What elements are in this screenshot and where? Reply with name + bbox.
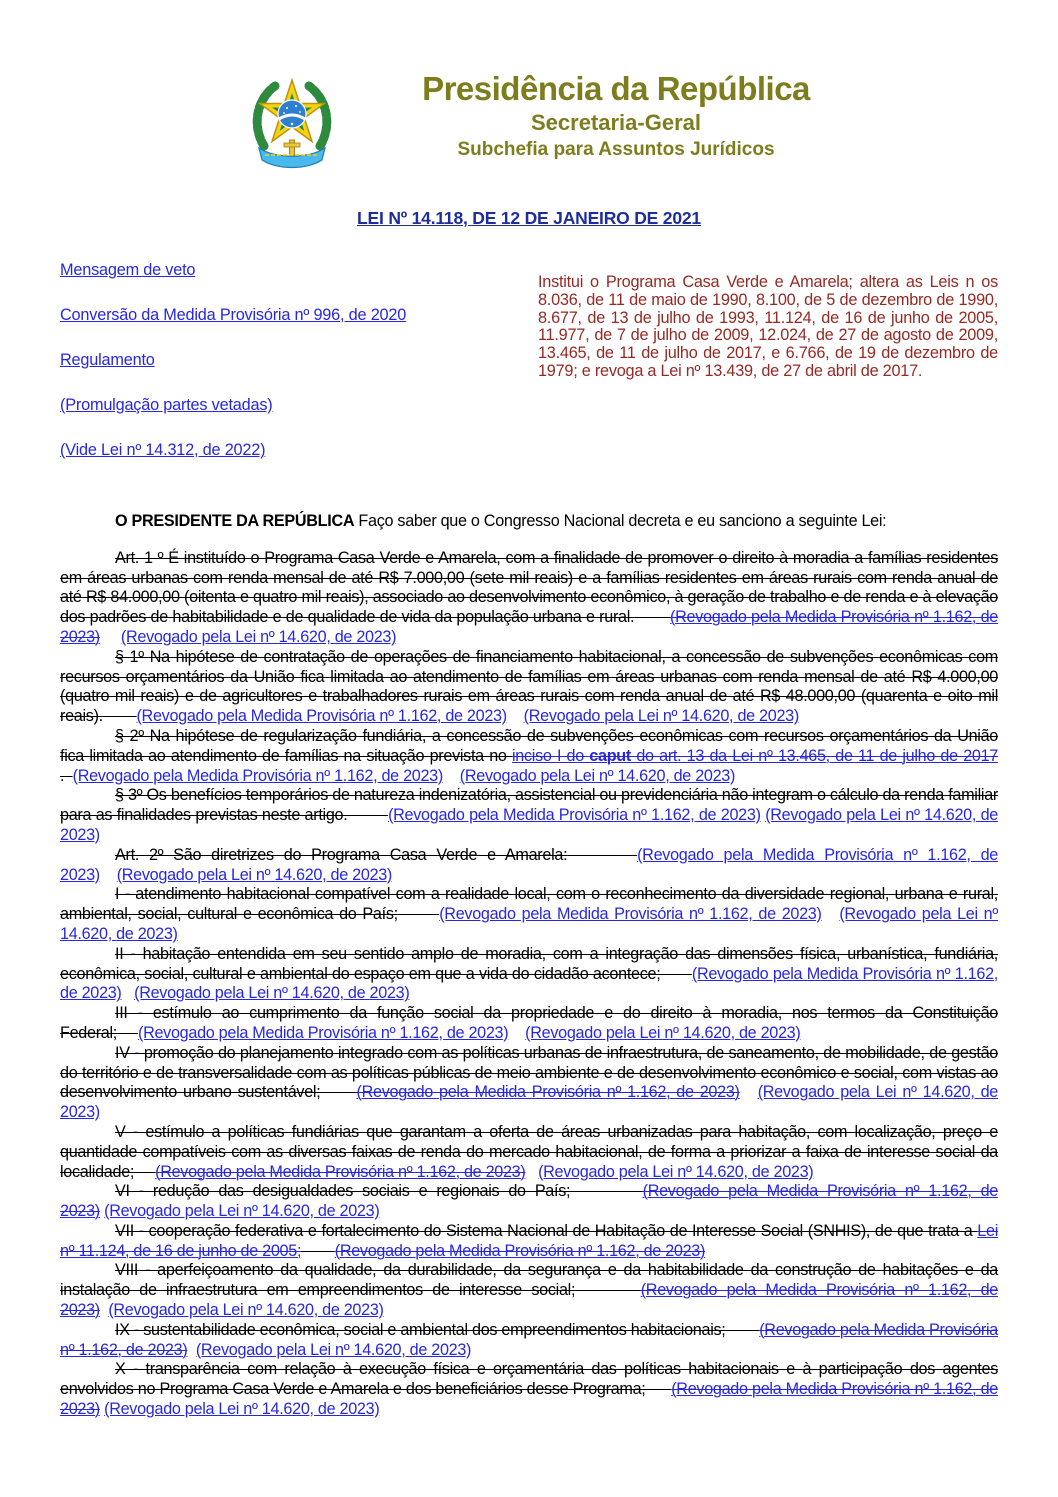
side-link-row bbox=[60, 261, 538, 280]
law-text: X - transparência com relação à execução física e orçamentária das políticas habitacionais e à participação dos agentes envolvidos no Programa Casa Verde e Amarela e dos beneficiários desse Programa; bbox=[60, 1360, 998, 1399]
law-text: § 1º Na hipótese de contratação de operações de financiamento habitacional, a concessão de subvenções econômicas com recursos orçamentários da União fica limitada ao atendimento de famílias em áreas urbanas com renda mensal de até R$ 4.000,00 (quatro mil reais) e de agricultores e trabalhadores rurais em áreas rurais com renda anual de até R$ 48.000,00 (quarenta e oito mil reais). bbox=[60, 647, 998, 726]
law-text: . bbox=[60, 766, 65, 785]
strike-leader bbox=[634, 608, 670, 626]
strike-leader bbox=[822, 905, 840, 923]
strike-leader bbox=[100, 866, 117, 884]
paragraph-art-1 bbox=[60, 549, 998, 648]
link-lei-13465[interactable]: do art. 13 da Lei nº 13.465, de 11 de julho de 2017 bbox=[630, 746, 999, 765]
link-revogado-lei-14620[interactable]: (Revogado pela Lei nº 14.620, de 2023) bbox=[108, 1301, 384, 1320]
link-revogado-lei-14620[interactable]: (Revogado pela Lei nº 14.620, de 2023) bbox=[60, 905, 998, 943]
link-revogado-lei-14620[interactable]: (Revogado pela Lei nº 14.620, de 2023) bbox=[538, 1162, 814, 1181]
law-text: I - atendimento habitacional compatível com a realidade local, com o reconhecimento da diversidade regional, urbana e rural, ambiental, social, cultural e econômica do País; bbox=[60, 885, 998, 924]
law-text: Art. 1 º É instituído o Programa Casa Verde e Amarela, com a finalidade de promover o direito à moradia a famílias residentes em áreas urbanas com renda mensal de até R$ 7.000,00 (sete mil reais) e a famílias residentes em áreas rurais com renda anual de até R$ 84.000,00 (oitenta e quatro mil reais), associado ao desenvolvimento econômico, à geração de trabalho e de renda e à elevação dos padrões de habitabilidade e de qualidade de vida da população urbana e rural. bbox=[60, 548, 998, 627]
law-text: § 2º Na hipótese de regularização fundiária, a concessão de subvenções econômicas com recursos orçamentários da União fica limitada ao atendimento de famílias na situação prevista no bbox=[60, 726, 998, 765]
paragraph-inciso-iv bbox=[60, 1044, 998, 1123]
strike-leader bbox=[525, 1163, 538, 1181]
link-revogado-mp-1162[interactable]: (Revogado pela Medida Provisória nº 1.162, de 2023) bbox=[60, 845, 999, 884]
ementa-text: Institui o Programa Casa Verde e Amarela; altera as Leis n os 8.036, de 11 de maio de 1990, 8.100, de 5 de dezembro de 1990, 8.677, de 13 de julho de 1993, 11.124, de 16 de junho de 2005, 11.977, de 7 de julho de 2009, 12.024, de 27 de agosto de 2009, 13.465, de 11 de julho de 2017, e 6.766, de 19 de dezembro de 1979; e revoga a Lei nº 13.439, de 27 de abril de 2017. bbox=[538, 273, 998, 380]
law-body bbox=[60, 549, 998, 1420]
strike-leader bbox=[398, 905, 439, 923]
strike-leader bbox=[508, 1024, 525, 1042]
strike-leader bbox=[134, 1163, 155, 1181]
preamble bbox=[60, 512, 998, 532]
paragraph-art1-par-3 bbox=[60, 786, 998, 845]
link-revogado-mp-1162[interactable]: (Revogado pela Medida Provisória nº 1.162, de 2023) bbox=[155, 1162, 526, 1181]
strike-leader bbox=[100, 628, 121, 646]
link-revogado-mp-1162[interactable]: (Revogado pela Medida Provisória nº 1.162, de 2023) bbox=[137, 1023, 509, 1042]
strike-leader bbox=[570, 1182, 642, 1200]
link-revogado-mp-1162[interactable]: (Revogado pela Medida Provisória nº 1.162, de 2023) bbox=[72, 766, 443, 785]
link-revogado-mp-1162[interactable]: (Revogado pela Medida Provisória nº 1.162, de 2023) bbox=[60, 608, 998, 646]
link-revogado-mp-1162[interactable]: (Revogado pela Medida Provisória nº 1.162, de 2023) bbox=[60, 1320, 999, 1359]
paragraph-inciso-ix bbox=[60, 1321, 998, 1361]
paragraph-art1-par-2 bbox=[60, 727, 998, 786]
side-link[interactable]: (Vide Lei nº 14.312, de 2022) bbox=[60, 441, 266, 459]
strike-leader bbox=[117, 1024, 138, 1042]
law-text: III - estímulo ao cumprimento da função social da propriedade e do direito à moradia, nos termos da Constituição Federal; bbox=[60, 1004, 998, 1042]
paragraph-inciso-vii bbox=[60, 1222, 998, 1262]
links-and-ementa bbox=[60, 259, 998, 486]
side-link[interactable]: Conversão da Medida Provisória nº 996, de 2020 bbox=[60, 306, 407, 324]
law-text: Art. 2º São diretrizes do Programa Casa Verde e Amarela: bbox=[115, 845, 568, 864]
paragraph-inciso-x bbox=[60, 1360, 998, 1419]
link-revogado-lei-14620[interactable]: (Revogado pela Lei nº 14.620, de 2023) bbox=[104, 1202, 380, 1221]
side-link[interactable]: Mensagem de veto bbox=[60, 261, 196, 279]
strike-leader bbox=[64, 767, 72, 785]
link-lei-13465[interactable]: inciso I do bbox=[512, 746, 590, 765]
law-text: IX - sustentabilidade econômica, social e ambiental dos empreendimentos habitacionais; bbox=[115, 1320, 726, 1339]
strike-leader bbox=[646, 1380, 672, 1398]
paragraph-art1-par-1 bbox=[60, 648, 998, 727]
link-revogado-mp-1162[interactable]: (Revogado pela Medida Provisória nº 1.162, de 2023) bbox=[60, 1182, 999, 1221]
header-subchefia: Subchefia para Assuntos Jurídicos bbox=[457, 138, 775, 160]
law-title-link[interactable]: LEI Nº 14.118, DE 12 DE JANEIRO DE 2021 bbox=[357, 208, 701, 228]
link-revogado-mp-1162[interactable]: (Revogado pela Medida Provisória nº 1.162, de 2023) bbox=[60, 1380, 998, 1419]
law-text: VII - cooperação federativa e fortalecimento do Sistema Nacional de Habitação de Interesse Social (SNHIS), de que trata a bbox=[115, 1221, 978, 1240]
paragraph-inciso-ii bbox=[60, 945, 998, 1004]
paragraph-inciso-i bbox=[60, 885, 998, 944]
brazil-coat-of-arms-icon bbox=[248, 66, 336, 176]
link-revogado-mp-1162[interactable]: (Revogado pela Medida Provisória nº 1.162, de 2023) bbox=[60, 964, 998, 1003]
law-text: II - habitação entendida em seu sentido amplo de moradia, com a integração das dimensões física, urbanística, fundiária, econômica, social, cultural e ambiental do espaço em que a vida do cidadão acontece; bbox=[60, 944, 998, 983]
side-link[interactable]: Regulamento bbox=[60, 351, 155, 369]
strike-leader bbox=[187, 1341, 195, 1359]
link-lei-11124[interactable]: Lei nº 11.124, de 16 de junho de 2005; bbox=[60, 1221, 998, 1260]
paragraph-art-2 bbox=[60, 846, 998, 886]
preamble-bold: O PRESIDENTE DA REPÚBLICA bbox=[115, 512, 355, 530]
side-link-row bbox=[60, 396, 538, 415]
link-revogado-lei-14620[interactable]: (Revogado pela Lei nº 14.620, de 2023) bbox=[525, 1023, 801, 1042]
strike-leader bbox=[660, 965, 691, 983]
link-revogado-lei-14620[interactable]: (Revogado pela Lei nº 14.620, de 2023) bbox=[60, 806, 998, 844]
paragraph-inciso-viii bbox=[60, 1261, 998, 1320]
strike-leader bbox=[726, 1321, 760, 1339]
paragraph-inciso-iii bbox=[60, 1004, 998, 1044]
strike-leader bbox=[301, 1242, 335, 1260]
strike-leader bbox=[740, 1083, 758, 1101]
side-link-row bbox=[60, 441, 538, 460]
strike-leader bbox=[320, 1083, 356, 1101]
strike-leader bbox=[103, 707, 137, 725]
side-links bbox=[60, 259, 538, 486]
law-text: VIII - aperfeiçoamento da qualidade, da durabilidade, da segurança e da habitabilidade da construção de habitações e da instalação de infraestrutura em empreendimentos de interesse social; bbox=[60, 1261, 998, 1300]
preamble-rest: Faço saber que o Congresso Nacional decreta e eu sanciono a seguinte Lei: bbox=[354, 512, 887, 530]
link-revogado-mp-1162[interactable]: (Revogado pela Medida Provisória nº 1.162, de 2023) bbox=[356, 1083, 740, 1102]
header-text-block bbox=[422, 66, 810, 161]
link-revogado-lei-14620[interactable]: (Revogado pela Lei nº 14.620, de 2023) bbox=[459, 766, 736, 785]
side-link-row bbox=[60, 306, 538, 325]
side-link-row bbox=[60, 351, 538, 370]
strike-leader bbox=[567, 846, 637, 864]
law-text: § 3º Os benefícios temporários de natureza indenizatória, assistencial ou previdenciária não integram o cálculo da renda familiar para as finalidades previstas neste artigo. bbox=[60, 786, 998, 825]
law-text: VI - redução das desigualdades sociais e regionais do País; bbox=[115, 1182, 571, 1201]
law-body-section bbox=[60, 512, 998, 1420]
strike-leader bbox=[443, 767, 460, 785]
link-revogado-lei-14620[interactable]: (Revogado pela Lei nº 14.620, de 2023) bbox=[195, 1340, 472, 1359]
link-revogado-mp-1162[interactable]: (Revogado pela Medida Provisória nº 1.162, de 2023) bbox=[136, 707, 507, 726]
header-secretaria: Secretaria-Geral bbox=[530, 109, 701, 135]
link-revogado-lei-14620[interactable]: (Revogado pela Lei nº 14.620, de 2023) bbox=[120, 627, 397, 646]
header-title: Presidência da República bbox=[422, 70, 810, 107]
link-revogado-mp-1162[interactable]: (Revogado pela Medida Provisória nº 1.162, de 2023) bbox=[388, 806, 761, 825]
link-revogado-mp-1162[interactable]: (Revogado pela Medida Provisória nº 1.162, de 2023) bbox=[334, 1241, 706, 1260]
side-link[interactable]: (Promulgação partes vetadas) bbox=[60, 396, 273, 414]
link-revogado-lei-14620[interactable]: (Revogado pela Lei nº 14.620, de 2023) bbox=[116, 865, 393, 884]
link-revogado-lei-14620[interactable]: (Revogado pela Lei nº 14.620, de 2023) bbox=[523, 707, 799, 726]
strike-leader bbox=[575, 1281, 641, 1299]
paragraph-inciso-v bbox=[60, 1123, 998, 1182]
link-revogado-lei-14620[interactable]: (Revogado pela Lei nº 14.620, de 2023) bbox=[104, 1400, 380, 1419]
link-revogado-mp-1162[interactable]: (Revogado pela Medida Provisória nº 1.162, de 2023) bbox=[60, 1281, 998, 1320]
link-lei-13465-caput[interactable]: caput bbox=[589, 746, 631, 765]
link-revogado-mp-1162[interactable]: (Revogado pela Medida Provisória nº 1.162, de 2023) bbox=[439, 905, 822, 924]
strike-leader bbox=[507, 707, 524, 725]
document-header bbox=[60, 0, 998, 176]
paragraph-inciso-vi bbox=[60, 1182, 998, 1222]
strike-leader bbox=[122, 984, 135, 1002]
link-revogado-lei-14620[interactable]: (Revogado pela Lei nº 14.620, de 2023) bbox=[134, 984, 410, 1003]
law-text: V - estímulo a políticas fundiárias que garantam a oferta de áreas urbanizadas para habitação, com localização, preço e quantidade compatíveis com as diversas faixas de renda do mercado habitacional, de forma a priorizar a faixa de interesse social da localidade; bbox=[60, 1122, 998, 1181]
law-text: IV - promoção do planejamento integrado com as políticas urbanas de infraestrutura, de saneamento, de mobilidade, de gestão do território e de transversalidade com as políticas públicas de meio ambiente e de desenvolvimento econômico e social, com vistas ao desenvolvimento urbano sustentável; bbox=[60, 1043, 998, 1102]
link-revogado-lei-14620[interactable]: (Revogado pela Lei nº 14.620, de 2023) bbox=[60, 1083, 999, 1122]
strike-leader bbox=[347, 806, 388, 824]
